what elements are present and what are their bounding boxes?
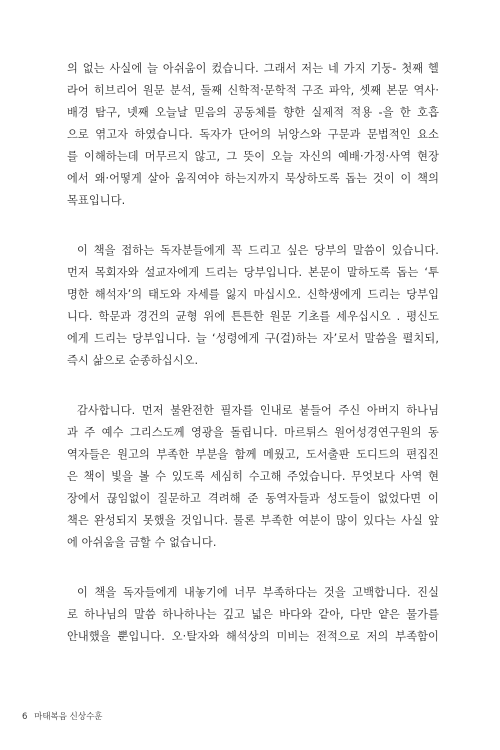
paragraph-4: [67, 582, 439, 648]
text-line: 배경 탐구, 넷째 오늘날 믿음의 공동체를 향한 실제적 적용 -을 한 호흡: [67, 106, 439, 119]
text-line: 로 하나님의 말씀 하나하나는 깊고 넓은 바다와 같아, 다만 얕은 물가를: [67, 608, 439, 621]
text-line: 은 책이 빛을 볼 수 있도록 세심히 수고해 주었습니다. 무엇보다 사역 현: [67, 470, 439, 483]
text-line: 라어 히브리어 원문 분석, 둘째 신학적·문학적 구조 파악, 셋째 본문 역사·: [67, 84, 439, 97]
page-footer: [22, 710, 103, 722]
text-line: 장에서 끊임없이 질문하고 격려해 준 동역자들과 성도들이 없었다면 이: [67, 492, 439, 505]
text-line: 의 없는 사실에 늘 아쉬움이 컸습니다. 그래서 저는 네 가지 기둥- 첫째 헬: [67, 62, 439, 75]
text-line: 명한 해석자’의 태도와 자세를 잃지 마십시오. 신학생에게 드리는 당부입: [67, 288, 439, 301]
text-line: 에게 드리는 당부입니다. 늘 ‘성령에게 구(걸)하는 자’로서 말씀을 펼치되,: [67, 332, 439, 345]
paragraph-3: [67, 400, 439, 554]
text-line: 과 주 예수 그리스도께 영광을 돌립니다. 마르튀스 원어성경연구원의 동: [67, 426, 439, 439]
text-line: 니다. 학문과 경건의 균형 위에 튼튼한 원문 기초를 세우십시오 . 평신도: [67, 310, 439, 323]
paragraph-1: [67, 58, 439, 212]
text-line: 를 이해하는데 머무르지 않고, 그 뜻이 오늘 자신의 예배·가정·사역 현장: [67, 150, 439, 163]
text-line: 이 책을 접하는 독자분들에게 꼭 드리고 싶은 당부의 말씀이 있습니다.: [77, 244, 439, 257]
text-line: 책은 완성되지 못했을 것입니다. 물론 부족한 여분이 많이 있다는 사실 앞: [67, 514, 439, 527]
text-line: 에 아쉬움을 금할 수 없습니다.: [67, 536, 217, 549]
text-line: 안내했을 뿐입니다. 오·탈자와 해석상의 미비는 전적으로 저의 부족함이: [67, 630, 439, 643]
text-line: 역자들은 원고의 부족한 부분을 함께 메웠고, 도서출판 도디드의 편집진: [67, 448, 439, 461]
text-line: 으로 엮고자 하였습니다. 독자가 단어의 뉘앙스와 구문과 문법적인 요소: [67, 128, 439, 141]
text-line: 감사합니다. 먼저 불완전한 필자를 인내로 붙들어 주신 아버지 하나님: [77, 404, 439, 417]
text-line: 목표입니다.: [67, 194, 126, 207]
text-line: 먼저 목회자와 설교자에게 드리는 당부입니다. 본문이 말하도록 돕는 ‘투: [67, 266, 439, 279]
text-line: 이 책을 독자들에게 내놓기에 너무 부족하다는 것을 고백합니다. 진실: [77, 586, 439, 599]
paragraph-2: [67, 240, 439, 372]
page-number: 6: [22, 712, 28, 722]
body-text: [67, 58, 439, 648]
text-line: 에서 왜·어떻게 살아 움직여야 하는지까지 묵상하도록 돕는 것이 이 책의: [67, 172, 439, 185]
text-line: 즉시 삶으로 순종하십시오.: [67, 354, 199, 367]
running-title: 마태복음 신상수훈: [34, 712, 103, 722]
